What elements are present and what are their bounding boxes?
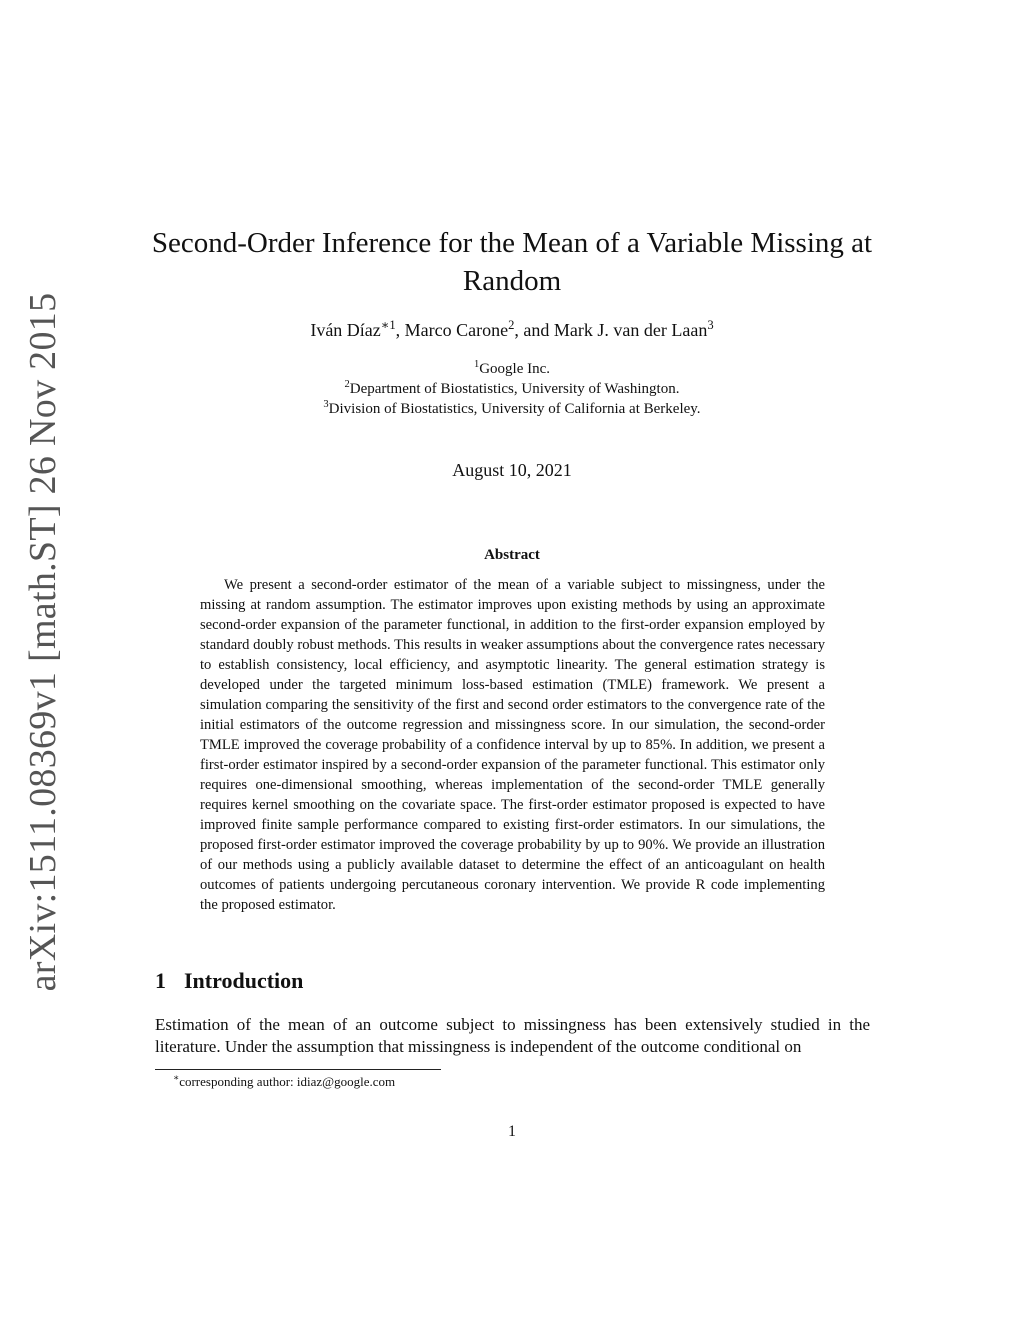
author-name: Mark J. van der Laan [553,320,708,340]
paper-date: August 10, 2021 [452,460,572,480]
affiliation [140,399,884,419]
author-name: Marco Carone [404,320,509,340]
arxiv-identifier: arXiv:1511.08369v1 [math.ST] 26 Nov 2015 [22,292,64,992]
affiliation-number: 3 [323,399,329,410]
footnote-divider [155,1069,441,1070]
affiliation-number: 2 [344,379,350,390]
page-number: 1 [508,1123,516,1140]
affiliation-number: 1 [473,359,480,370]
author-name: Iván Díaz [310,320,381,340]
paper-title: Second-Order Inference for the Mean of a Variable Missing at Random [151,227,873,297]
author-affiliation-mark: 2 [508,318,515,332]
affiliation [140,379,884,399]
affiliation-text: Division of Biostatistics, University of California at Berkeley. [328,401,701,417]
section-heading [155,966,303,996]
author-list [140,318,884,342]
affiliation-text: Department of Biostatistics, University of Washington. [349,381,680,397]
section-title: Introduction [184,968,304,993]
affiliation-list [140,359,884,419]
introduction-text: Estimation of the mean of an outcome subject to missingness has been extensively studied in the literature. Under the assumption that missingness is independent of the outcome conditional on [155,1015,870,1056]
abstract-text: We present a second-order estimator of the mean of a variable subject to missingness, under the missing at random assumption. The estimator improves upon existing methods by using an approximate second-order expansion of the parameter functional, in addition to the first-order expansion employed by standard doubly robust methods. This results in weaker assumptions about the convergence rates necessary to establish consistency, local efficiency, and asymptotic linearity. The general estimation strategy is developed under the targeted minimum loss-based estimation (TMLE) framework. We present a simulation comparing the sensitivity of the first and second order estimators to the convergence rate of the initial estimators of the outcome regression and missingness score. In our simulation, the second-order TMLE improved the coverage probability of a confidence interval by up to 85%. In addition, we present a first-order estimator inspired by a second-order expansion of the parameter functional. This estimator only requires one-dimensional smoothing, whereas implementation of the second-order TMLE generally requires kernel smoothing on the covariate space. The first-order estimator proposed is expected to have improved finite sample performance compared to existing first-order estimators. In our simulations, the proposed first-order estimator improved the coverage probability by up to 90%. We provide an illustration of our methods using a publicly available dataset to determine the effect of an anticoagulant on health outcomes of patients undergoing percutaneous coronary intervention. We provide R code implementing the proposed estimator. [200,577,825,913]
author-affiliation-mark: 3 [707,318,714,332]
footnote [173,1073,395,1091]
author-separator: , and [514,320,554,340]
section-number: 1 [155,968,166,993]
affiliation [140,359,884,379]
abstract-heading: Abstract [484,547,540,563]
footnote-mark: ∗ [173,1072,180,1083]
footnote-text: corresponding author: idiaz@google.com [179,1074,396,1089]
author-separator: , [395,320,405,340]
affiliation-text: Google Inc. [479,361,551,377]
author-affiliation-mark: ∗1 [380,318,396,332]
